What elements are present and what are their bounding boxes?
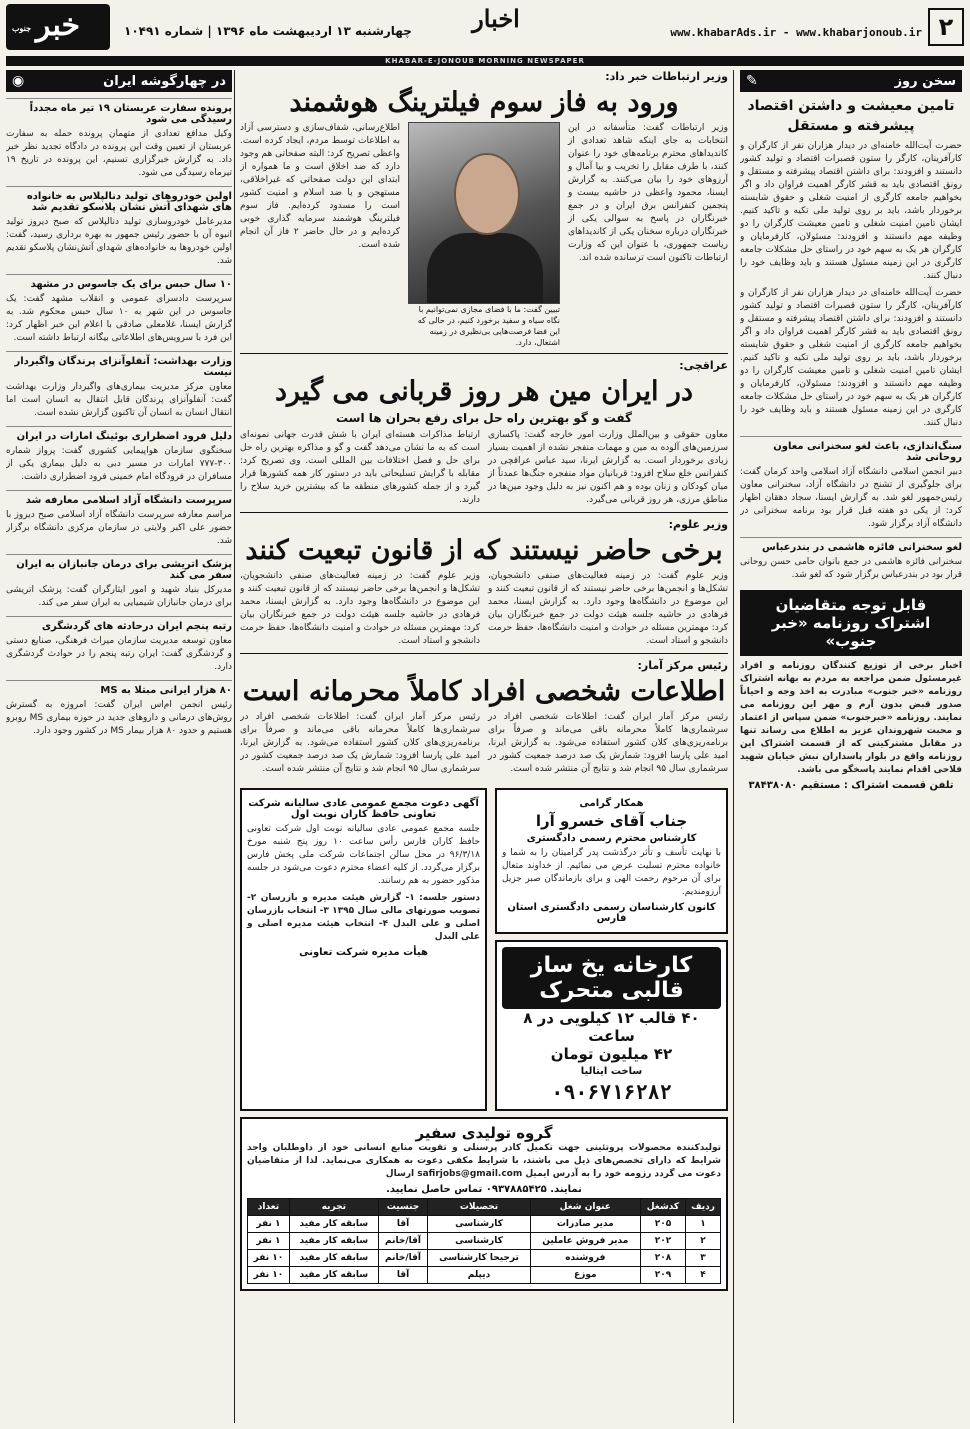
news-title[interactable]: وزارت بهداشت: آنفلوآنزای پرندگان واگیردار نیست xyxy=(6,351,232,378)
table-row xyxy=(248,1267,721,1284)
table-cell: ترجیحا کارشناسی xyxy=(428,1250,531,1267)
story-headline[interactable]: ورود به فاز سوم فیلترینگ هوشمند xyxy=(289,87,679,118)
table-cell: ۱۰ نفر xyxy=(248,1250,290,1267)
notice-title: آگهی دعوت مجمع عمومی عادی سالیانه شرکت تعاونی حافظ کاران نوبت اول xyxy=(248,798,479,820)
jobs-ad xyxy=(240,1117,728,1291)
condolence-role: کارشناس محترم رسمی دادگستری xyxy=(526,833,697,844)
left-column xyxy=(6,70,232,1423)
ice-factory-phone[interactable]: ۰۹۰۶۷۱۶۲۸۲ xyxy=(551,1080,672,1104)
section-title: اخبار xyxy=(472,4,520,33)
story-body: وزیر علوم گفت: در زمینه فعالیت‌های صنفی دانشجویان، تشکل‌ها و انجمن‌ها برخی حاضر نیستند که از قانون تبعیت کنند و این موضوع در دانشگاه‌ها وجود دارد. به گزارش ایسنا، محمد فرهادی در حاشیه جلسه هیئت دولت در جمع خبرنگاران بیان کرد: مهمترین مسئله در حوادث و امنیت دانشگاه‌ها، حفظ حرمت دانشجو و استاد است. xyxy=(488,571,728,646)
news-body: وکیل مدافع تعدادی از متهمان پرونده حمله به سفارت عربستان از تعیین وقت این پرونده در دادگاه تجدید نظر خبر داد. به گزارش خبرگزاری تسنیم، این پرونده در تاریخ ۱۹ تیرماه رسیدگی می شود. xyxy=(6,129,232,178)
story-columns xyxy=(240,711,728,776)
minister-photo xyxy=(408,122,560,304)
jobs-title: گروه تولیدی سفیر xyxy=(415,1124,553,1142)
logo-sub: جنوب xyxy=(12,23,32,33)
table-header: کدشغل xyxy=(640,1199,685,1216)
ice-factory-price: ۴۲ میلیون تومان xyxy=(550,1045,673,1063)
jobs-intro: تولیدکننده محصولات پروتئینی جهت تکمیل کادر پرسنلی و تقویت منابع انسانی خود از داوطلبان واجد شرایط که دارای تخصص‌های ذیل می باشند، با شرایط مکفی دعوت به همکاری می‌نماید. لذا از متقاضیان دعوت می گردد رزومه خود را به آدرس ایمیل safirjobs@gmail.com ارسال xyxy=(247,1143,721,1179)
table-cell: آقا/خانم xyxy=(378,1233,428,1250)
table-header: عنوان شغل xyxy=(530,1199,640,1216)
condolence-head: همکار گرامی xyxy=(579,798,644,809)
editorial-body: حضرت آیت‌الله خامنه‌ای در دیدار هزاران نفر از کارگران و کارآفرینان، کارگر را ستون قصبرات اقتصاد و تولید کشور دانستند و افزودند: برای داشتن اقتصاد پیشرفته و مستقل و رونق اقتصادی باید به قشر کارگر اهمیت فراوان داد و اگر بخواهیم جامعه کارگری از امنیت شغلی و حقوق شایسته برخوردار باشد، باید بر روی تولید ملی تکیه و تاکید کنیم. ایشان تامین امنیت شغلی و تامین معیشت کارگران را دو وظیفه مهم دانستند و افزودند: مسئولان، کارفرمایان و کارگران هر یک به سهم خود در راستای حل مشکلات جامعه کارگری در این زمینه مسئول هستند و باید وظایف خود را دنبال کنند. xyxy=(740,141,962,281)
story-body: ارتباط مذاکرات هسته‌ای ایران با شش قدرت جهانی نمونه‌ای است که به ما نشان می‌دهد گفت و گو و مذاکره بهترین راه حل برای حل و فصل اختلافات بین المللی است. وی تصریح کرد: مقابله با گرایش تسلیحاتی باید در دستور کار همه کشورها قرار گیرد و از جمله کشورهای منطقه ما که بیشترین خرید سلاح را دارند. xyxy=(240,430,480,505)
news-body: مدیرعامل خودروسازی تولید دنالپلاس که صبح دیروز تولید انبوه آن با حضور رئیس جمهور به بهره برداری رسید، گفت: اولین خودروها به خانواده‌های شهدای آتش‌نشان پلاسکو تقدیم شد. xyxy=(6,217,232,266)
news-title[interactable]: ۸۰ هزار ایرانی مبتلا به MS xyxy=(6,680,232,696)
column-divider xyxy=(234,70,235,1423)
story-headline[interactable]: برخی حاضر نیستند که از قانون تبعیت کنند xyxy=(245,535,723,566)
table-cell: موزع xyxy=(530,1267,640,1284)
story-kicker: وزیر علوم: xyxy=(668,518,728,531)
story-body: معاون حقوقی و بین‌الملل وزارت امور خارجه گفت: پاکسازی سرزمین‌های آلوده به مین و مهمات منفجر نشده از اهمیت بسیار زیادی برخوردار است. به گزارش ایرنا، سید عباس عراقچی در کنفرانس خلع سلاح افزود: قربانیان مواد منفجره جنگ‌ها عمدتاً از میان کودکان و زنان بوده و هم اکنون نیز به دلیل وجود مین‌ها در مناطق مرزی، هر روز قربانی می‌گیرد. xyxy=(488,430,728,505)
news-body: سخنگوی سازمان هواپیمایی کشوری گفت: پرواز شماره ۳۰۰-۷۷۷ امارات در مسیر دبی به دلیل بیماری یکی از مسافران در فرودگاه امام خمینی فرود اضطراری داشت. xyxy=(6,446,232,482)
newspaper-logo xyxy=(6,4,110,50)
ice-factory-capacity: ۴۰ قالب ۱۲ کیلویی در ۸ ساعت xyxy=(523,1009,700,1045)
story-body: اطلاع‌رسانی، شفاف‌سازی و دسترسی آزاد به اطلاعات توسط مردم، ایجاد کرده است. واعظی تصریح کرد: البته صفحاتی هم وجود دارد که ضد اخلاق است و ما همواره از ابتدای این دولت صفحاتی که غیراخلاقی، مستهجن و یا ضد اسلام و امنیت کشور است را مسدود کرده‌ایم. فاز سوم فیلترینگ هوشمند سرمایه گذاری خوبی کرده‌ایم و در حال حاضر ۲ فاز آن انجام شده است. xyxy=(240,123,400,250)
table-cell: آقا/خانم xyxy=(378,1250,428,1267)
table-cell: آقا xyxy=(378,1267,428,1284)
story-title[interactable]: سنگ‌اندازی، باعث لغو سخنرانی معاون روحانی شد xyxy=(740,436,962,463)
regional-box-header xyxy=(6,70,232,92)
notice-body: جلسه مجمع عمومی عادی سالیانه نوبت اول شرکت تعاونی حافظ کاران فارس رأس ساعت ۱۰ روز پنج شنبه مورخ ۹۶/۳/۱۸ در محل سالن اجتماعات شرکت ملی پخش فارس برگزار می‌گردد. از کلیه اعضاء محترم دعوت می‌شود در جلسه مذکور حضور به هم رسانند. xyxy=(247,824,481,886)
regional-label: در چهارگوشه ایران xyxy=(103,73,226,89)
table-cell: دیپلم xyxy=(428,1267,531,1284)
news-title[interactable]: ۱۰ سال حبس برای یک جاسوس در مشهد xyxy=(6,274,232,290)
notice-sign: هیأت مدیره شرکت تعاونی xyxy=(299,947,428,958)
news-body: رئیس انجمن ام‌اس ایران گفت: امروزه به گسترش روش‌های درمانی و داروهای جدید در حوزه بیماری MS روبرو هستیم و حدود ۸۰ هزار بیمار MS در کشور وجود دارد. xyxy=(6,700,232,736)
photo-block xyxy=(408,122,560,348)
editorial-title[interactable]: تامین معیشت و داشتن اقتصاد پیشرفته و مستقل xyxy=(747,98,955,134)
table-cell: ۲ xyxy=(686,1233,721,1250)
dateline: چهارشنبه ۱۳ اردیبهشت ماه ۱۳۹۶ | شماره ۱۰۴۹۱ xyxy=(124,24,412,38)
masthead xyxy=(6,4,964,56)
jobs-phone[interactable]: نمایند. ۰۹۳۷۸۸۵۴۲۵ تماس حاصل نمایید. xyxy=(386,1184,582,1195)
photo-caption: تبیین گفت: ما با فضای مجازی نمی‌توانیم با نگاه سیاه و سفید برخورد کنیم، در حالی که این فضا فرصت‌هایی بی‌نظیری در زمینه اشتغال، دارد. xyxy=(417,305,560,347)
story-columns xyxy=(240,570,728,648)
story-body: رئیس مرکز آمار ایران گفت: اطلاعات شخصی افراد در سرشماری‌ها کاملاً محرمانه باقی می‌ماند و صرفاً برای برنامه‌ریزی‌های کلان کشور استفاده می‌شود. به گزارش ایرنا، امید علی پارسا افزود: شمارش یک صد درصد جمعیت کشور در سرشماری سال ۹۵ انجام شد و نتایج آن منتشر شده است. xyxy=(488,712,728,774)
table-cell: سابقه کار مفید xyxy=(289,1233,378,1250)
table-row xyxy=(248,1233,721,1250)
map-pin-icon: ◉ xyxy=(12,73,25,89)
story-headline[interactable]: اطلاعات شخصی افراد کاملاً محرمانه است xyxy=(242,676,726,707)
news-body: معاون توسعه مدیریت سازمان میراث فرهنگی، صنایع دستی و گردشگری گفت: ایران رتبه پنجم را در حوادث گردشگری دارد. xyxy=(6,636,232,672)
ads-right xyxy=(495,782,728,1111)
table-cell: سابقه کار مفید xyxy=(289,1267,378,1284)
news-title[interactable]: رتبه پنجم ایران درحادثه های گردشگری xyxy=(6,616,232,632)
story-subheadline: گفت و گو بهترین راه حل برای رفع بحران ها است xyxy=(335,411,633,425)
table-header: ردیف xyxy=(686,1199,721,1216)
story-kicker: عراقچی: xyxy=(679,359,728,372)
page-number: ۲ xyxy=(928,8,964,46)
table-cell: سابقه کار مفید xyxy=(289,1216,378,1233)
table-row xyxy=(248,1216,721,1233)
table-header: تحصیلات xyxy=(428,1199,531,1216)
pen-icon: ✎ xyxy=(746,73,758,89)
table-cell: ۲۰۹ xyxy=(640,1267,685,1284)
table-header: جنسیت xyxy=(378,1199,428,1216)
ice-factory-ad xyxy=(495,940,728,1111)
subscription-phone[interactable]: تلفن قسمت اشتراک : مستقیم ۳۸۴۳۸۰۸۰ xyxy=(748,780,954,791)
table-cell: ۲۰۸ xyxy=(640,1250,685,1267)
story-body: دبیر انجمن اسلامی دانشگاه آزاد اسلامی واحد کرمان گفت: برای جلوگیری از تشنج در دانشگاه آزاد، سخنرانی معاون رئیس‌جمهور لغو شد. به گزارش ایسنا، سجاد دهقان اظهار کرد: از یکی دو هفته قبل قرار بود برنامه سخنرانی در دانشگاه آزاد برگزار شود. xyxy=(740,467,962,529)
jobs-table xyxy=(247,1198,721,1284)
story-block xyxy=(240,122,728,348)
table-cell: مدیر فروش عاملین xyxy=(530,1233,640,1250)
main-column xyxy=(240,70,728,1423)
news-body: سرپرست دادسرای عمومی و انقلاب مشهد گفت: یک جاسوس در این شهر به ۱۰ سال حبس محکوم شد. به گزارش ایسنا، غلامعلی صادقی با اعلام این خبر اظهار کرد: این فرد با سرویس‌های اطلاعاتی بیگانه ارتباط داشته است. xyxy=(6,294,232,343)
table-cell: ۳ xyxy=(686,1250,721,1267)
masthead-banner: KHABAR-E-JONOUB MORNING NEWSPAPER xyxy=(6,56,964,66)
table-cell: ۱ xyxy=(686,1216,721,1233)
editorial-label: سخن روز xyxy=(894,73,956,89)
table-cell: ۴ xyxy=(686,1267,721,1284)
editorial-body-continued: حضرت آیت‌الله خامنه‌ای در دیدار هزاران نفر از کارگران و کارآفرینان، کارگر را ستون قصبرات اقتصاد و تولید کشور دانستند و افزودند: برای داشتن اقتصاد پیشرفته و مستقل و رونق اقتصادی باید به قشر کارگر اهمیت فراوان داد و اگر بخواهیم جامعه کارگری از امنیت شغلی و حقوق شایسته برخوردار باشد، باید بر روی تولید ملی تکیه و تاکید کنیم. ایشان تامین امنیت شغلی و تامین معیشت کارگران را دو وظیفه مهم دانستند و افزودند: مسئولان، کارفرمایان و کارگران هر یک به سهم خود در راستای حل مشکلات جامعه کارگری در این زمینه مسئول هستند و باید وظایف خود را دنبال کنند. xyxy=(740,288,962,428)
table-row xyxy=(248,1250,721,1267)
story-kicker: وزیر ارتباطات خبر داد: xyxy=(605,70,728,83)
news-title[interactable]: پزشک اتریشی برای درمان جانبازان به ایران سفر می کند xyxy=(6,554,232,581)
news-title[interactable]: پرونده سفارت عربستان ۱۹ تیر ماه مجدداً رسیدگی می شود xyxy=(6,98,232,125)
table-header: تعداد xyxy=(248,1199,290,1216)
subscription-title: قابل توجه متقاضیان اشتراک روزنامه «خبر جنوب» xyxy=(771,596,931,650)
story-kicker: رئیس مرکز آمار: xyxy=(637,659,728,672)
table-cell: ۲۰۵ xyxy=(640,1216,685,1233)
table-cell: ۱ نفر xyxy=(248,1233,290,1250)
table-cell: فروشنده xyxy=(530,1250,640,1267)
condolence-ad xyxy=(495,788,728,934)
news-body: معاون مرکز مدیریت بیماری‌های واگیردار وزارت بهداشت گفت: آنفلوآنزای پرندگان قابل انتقال به انسان است اما انتقال انسان به انسان آن تاکنون گزارش نشده است. xyxy=(6,382,232,418)
table-cell: ۱ نفر xyxy=(248,1216,290,1233)
news-body: مراسم معارفه سرپرست دانشگاه آزاد اسلامی صبح دیروز با حضور علی اکبر ولایتی در سازمان مرکزی دانشگاه برگزار شد. xyxy=(6,510,232,546)
story-body: وزیر ارتباطات گفت: متأسفانه در این انتخابات به جای اینکه شاهد تعدادی از کاندیداهای محترم برنامه‌های خود را عنوان کنند، با طرف مقابل را تخریب و بیا آمال و آرزوهای خود را بیان می‌کنند. به گزارش ایسنا، محمود واعظی در حاشیه بیست و پنجمین کنفرانس برق ایران و در جمع خبرنگاران در پاسخ به سوالی یکی از خبرنگاران درباره سخنان یکی از کاندیداهای ریاست جمهوری، با عنوان این که وزارت ارتباطات تاکنون است ترسانده شده اند. xyxy=(568,123,728,263)
logo-text: خبر xyxy=(35,8,81,43)
news-body: مدیرکل بنیاد شهید و امور ایثارگران گفت: پزشک اتریشی برای درمان جانبازان شیمیایی به ایران سفر می کند. xyxy=(6,585,232,608)
website-line[interactable]: www.khabarAds.ir - www.khabarjonoub.ir xyxy=(670,26,922,39)
table-cell: کارشناسی xyxy=(428,1233,531,1250)
table-cell: آقا xyxy=(378,1216,428,1233)
story-title[interactable]: لغو سخنرانی فائزه هاشمی در بندرعباس xyxy=(740,537,962,553)
condolence-name: جناب آقای خسرو آرا xyxy=(535,812,688,830)
news-title[interactable]: سرپرست دانشگاه آزاد اسلامی معارفه شد xyxy=(6,490,232,506)
notice-agenda: دستور جلسه: ۱- گزارش هیئت مدیره و بازرسان ۲- تصویب صورتهای مالی سال ۱۳۹۵ ۳- انتخاب بازرسان اصلی و علی البدل ۴- انتخاب هیئت مدیره اصلی و علی البدل xyxy=(247,893,481,942)
ads-row xyxy=(240,782,728,1111)
table-cell: ۲۰۲ xyxy=(640,1233,685,1250)
subscription-notice xyxy=(740,590,962,656)
story-columns xyxy=(240,429,728,507)
table-cell: کارشناسی xyxy=(428,1216,531,1233)
assembly-notice xyxy=(240,788,487,1111)
news-title[interactable]: اولین خودروهای تولید دنالپلاس به خانواده های شهدای آتش نشان پلاسکو تقدیم شد xyxy=(6,186,232,213)
condolence-sign: کانون کارشناسان رسمی دادگستری استان فارس xyxy=(507,902,716,924)
table-header: تجربه xyxy=(289,1199,378,1216)
story-headline[interactable]: در ایران مین هر روز قربانی می گیرد xyxy=(275,376,693,407)
story-body: سخنرانی فائزه هاشمی در جمع بانوان حامی حسن روحانی قرار بود در بندرعباس برگزار شود که لغو شد. xyxy=(740,557,962,580)
news-title[interactable]: دلیل فرود اضطراری بوئینگ امارات در ایران xyxy=(6,426,232,442)
story-body: رئیس مرکز آمار ایران گفت: اطلاعات شخصی افراد در سرشماری‌ها کاملاً محرمانه باقی می‌ماند و صرفاً برای برنامه‌ریزی‌های کلان کشور استفاده می‌شود. به گزارش ایرنا، امید علی پارسا افزود: شمارش یک صد درصد جمعیت کشور در سرشماری سال ۹۵ انجام شد و نتایج آن منتشر شده است. xyxy=(240,712,480,774)
table-cell: ۱۰ نفر xyxy=(248,1267,290,1284)
table-cell: سابقه کار مفید xyxy=(289,1250,378,1267)
table-cell: مدیر صادرات xyxy=(530,1216,640,1233)
editorial-box-header xyxy=(740,70,962,92)
subscription-body: اخبار برخی از توزیع کنندگان روزنامه و افراد غیرمسئول ضمن مراجعه به مردم به بهانه اشتراک روزنامه «خبر جنوب» مبادرت به اخذ وجه و احیاناً صدور قبض بدون آرم و مهر این روزنامه می نمایند. روزنامه «خبرجنوب» ضمن سپاس از اعتماد و محبت شهروندان عزیز به اطلاع می رساند تنها در مقابل مشترکینی که از قسمت اشتراک این روزنامه واقع در بلوار پاسداران نبش خیابان شهید فلاحی اقدام نمایند پاسخگو می باشد. xyxy=(740,661,962,775)
story-body: وزیر علوم گفت: در زمینه فعالیت‌های صنفی دانشجویان، تشکل‌ها و انجمن‌ها برخی حاضر نیستند که از قانون تبعیت کنند و این موضوع در دانشگاه‌ها وجود دارد. به گزارش ایسنا، محمد فرهادی در حاشیه جلسه هیئت دولت در جمع خبرنگاران بیان کرد: مهمترین مسئله در حوادث و امنیت دانشگاه‌ها، حفظ حرمت دانشجو و استاد است. xyxy=(240,571,480,646)
right-column xyxy=(740,70,962,1423)
ice-factory-tag: ساخت ایتالیا xyxy=(580,1066,643,1077)
condolence-body: با نهایت تأسف و تأثر درگذشت پدر گرامیتان را به شما و خانواده محترم تسلیت عرض می نمائیم. از خداوند متعال برای آن مرحوم رحمت الهی و برای بازماندگان صبر جزیل آرزومندیم. xyxy=(502,848,721,897)
column-divider xyxy=(733,70,734,1423)
ice-factory-title: کارخانه یخ ساز قالبی متحرک xyxy=(502,947,721,1009)
